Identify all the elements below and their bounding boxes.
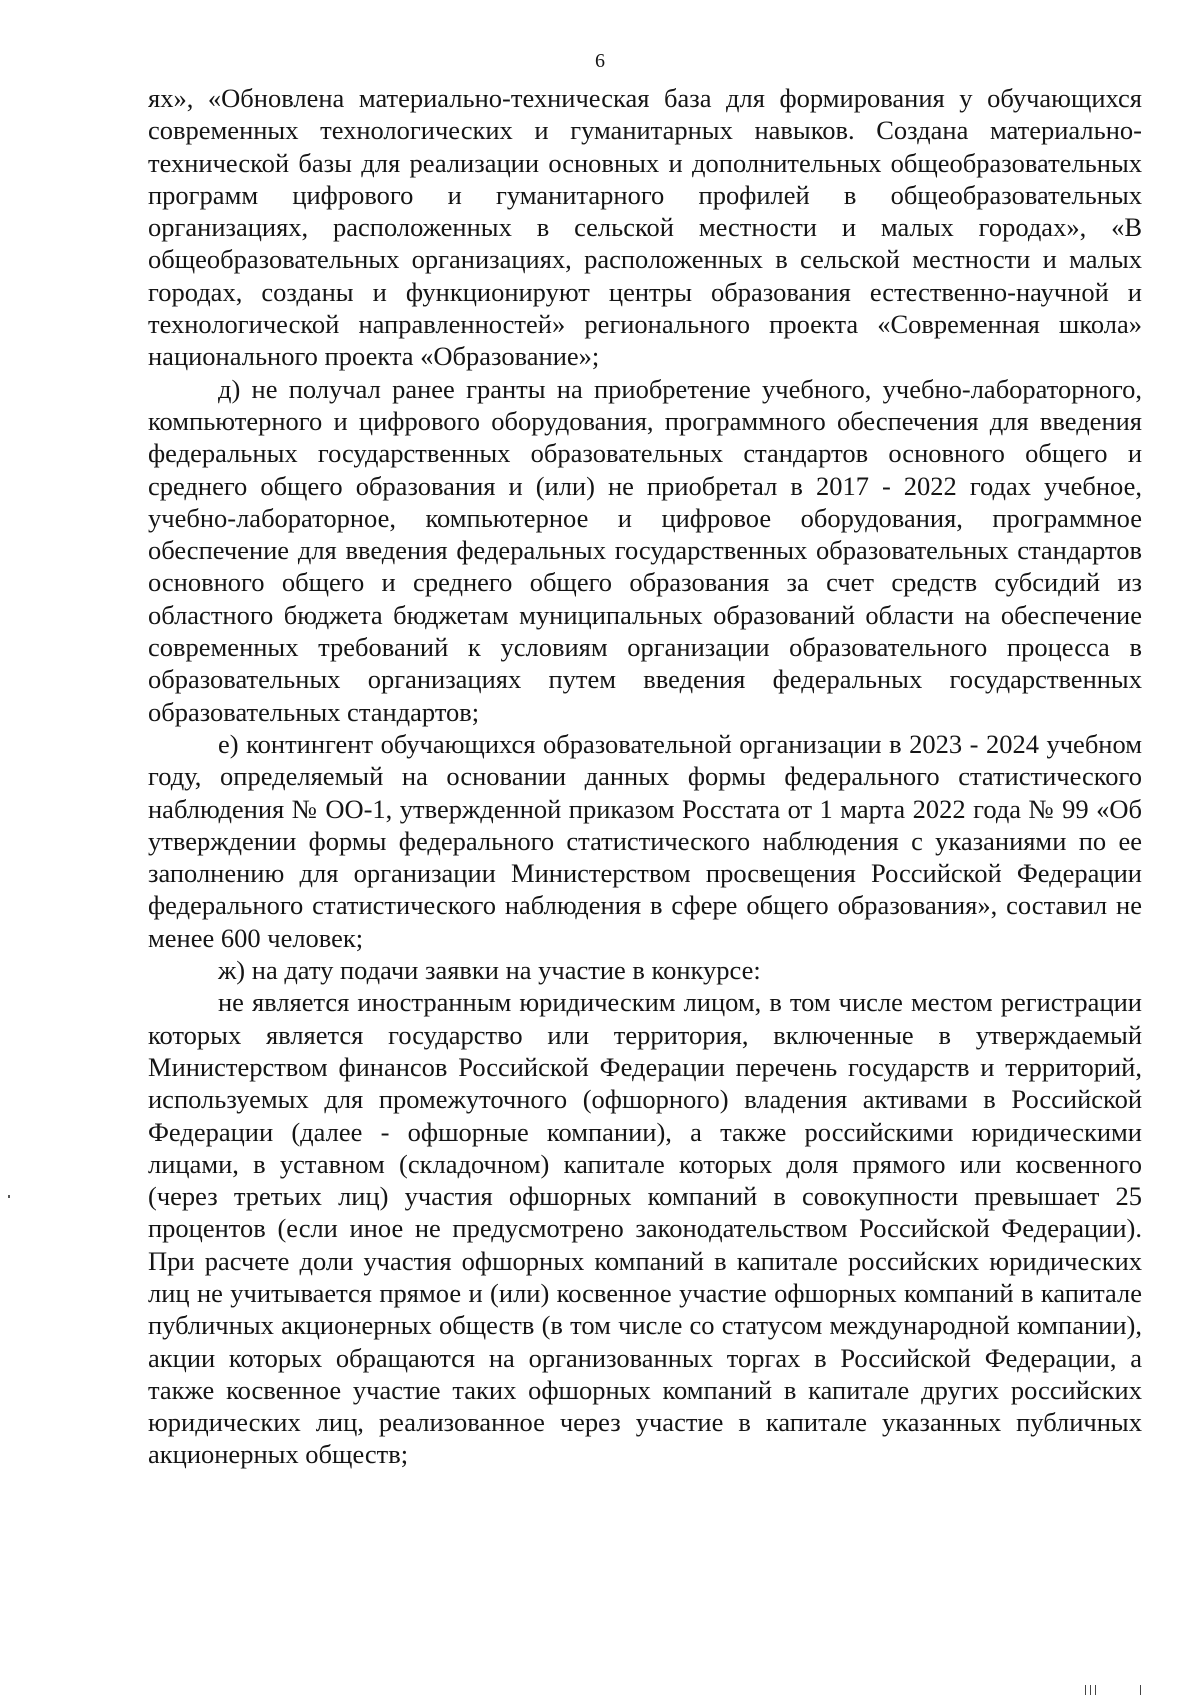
paragraph-continuation: ях», «Обновлена материально-техническая база для формирования у обучающихся современных технологических и гуманитарных навыков. Создана материально-технической базы для реализации основных и дополнительных общеобразовательных программ цифрового и гуманитарного профилей в общеобразовательных организациях, расположенных в сельской местности и малых городах», «В общеобразовательных организациях, расположенных в сельской местности и малых городах, созданы и функционируют центры образования естественно-научной и технологической направленностей» регионального проекта «Современная школа» национального проекта «Образование»; xyxy=(148,83,1142,372)
scan-artifact-mark xyxy=(8,1195,10,1198)
scan-artifact-footer-marks xyxy=(1085,1682,1165,1694)
paragraph-item-zh: ж) на дату подачи заявки на участие в конкурсе: xyxy=(218,955,761,986)
page-number: 6 xyxy=(595,50,605,72)
paragraph-item-e: е) контингент обучающихся образовательной организации в 2023 - 2024 учебном году, определяемый на основании данных формы федерального статистического наблюдения № ОО-1, утвержденной приказом Росстата от 1 марта 2022 года № 99 «Об утверждении формы федерального статистического наблюдения с указаниями по ее заполнению для организации Министерством просвещения Российской Федерации федерального статистического наблюдения в сфере общего образования», составил не менее 600 человек; xyxy=(148,728,1142,953)
paragraph-item-d: д) не получал ранее гранты на приобретение учебного, учебно-лабораторного, компьютерного и цифрового оборудования, программного обеспечения для введения федеральных государственных образовательных стандартов основного общего и среднего общего образования и (или) не приобретал в 2017 - 2022 годах учебное, учебно-лабораторное, компьютерное и цифровое оборудования, программное обеспечение для введения федеральных государственных образовательных стандартов основного общего и среднего общего образования за счет средств субсидий из областного бюджета бюджетам муниципальных образований области на обеспечение современных требований к условиям организации образовательного процесса в образовательных организациях путем введения федеральных государственных образовательных стандартов; xyxy=(148,373,1142,727)
paragraph-offshore-condition: не является иностранным юридическим лицом, в том числе местом регистрации которых является государство или территория, включенные в утверждаемый Министерством финансов Российской Федерации перечень государств и территорий, используемых для промежуточного (офшорного) владения активами в Российской Федерации (далее - офшорные компании), а также российскими юридическими лицами, в уставном (складочном) капитале которых доля прямого или косвенного (через третьих лиц) участия офшорных компаний в совокупности превышает 25 процентов (если иное не предусмотрено законодательством Российской Федерации). При расчете доли участия офшорных компаний в капитале российских юридических лиц не учитывается прямое и (или) косвенное участие офшорных компаний в капитале публичных акционерных обществ (в том числе со статусом международной компании), акции которых обращаются на организованных торгах в Российской Федерации, а также косвенное участие таких офшорных компаний в капитале других российских юридических лиц, реализованное через участие в капитале указанных публичных акционерных обществ; xyxy=(148,987,1142,1470)
document-body xyxy=(148,82,1142,1471)
